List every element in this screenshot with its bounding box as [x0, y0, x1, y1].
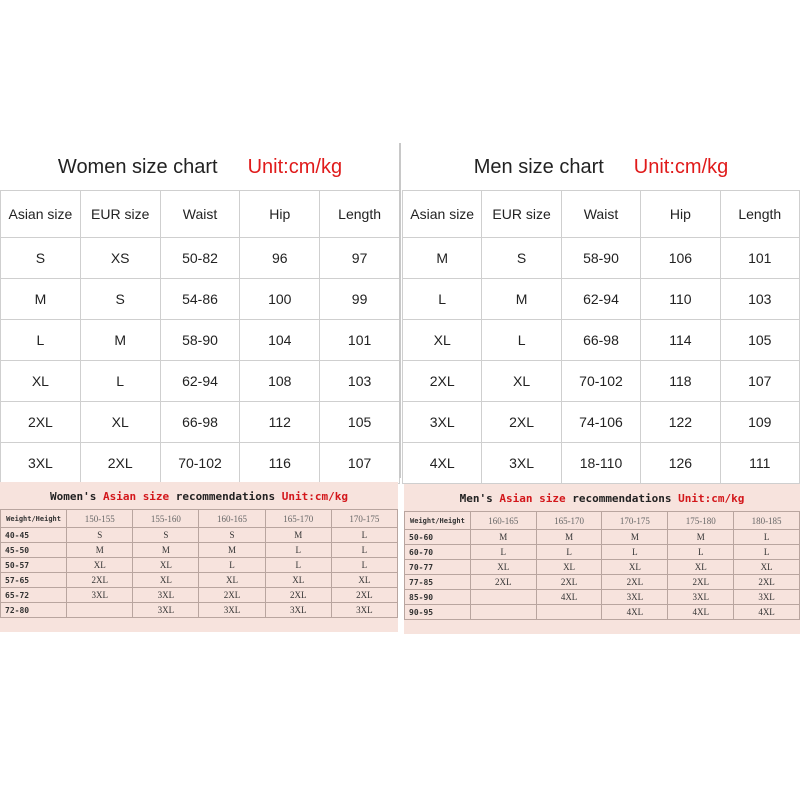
header-cell: Waist [160, 191, 240, 238]
rec-cell: L [734, 530, 800, 545]
table-cell: S [1, 238, 81, 279]
rec-cell: M [536, 530, 602, 545]
rec-cell: 2XL [734, 575, 800, 590]
table-cell: M [403, 238, 482, 279]
table-cell: 126 [641, 443, 720, 484]
table-cell: 50-82 [160, 238, 240, 279]
women-recommendation-panel [0, 482, 398, 632]
rec-row [405, 560, 800, 575]
weight-cell: 72-80 [1, 603, 67, 618]
rec-cell: 2XL [602, 575, 668, 590]
rec-cell: M [668, 530, 734, 545]
rec-row [405, 605, 800, 620]
table-cell: XL [1, 361, 81, 402]
rec-cell: 3XL [67, 588, 133, 603]
rec-title-unit: Unit:cm/kg [281, 490, 349, 503]
rec-row [1, 558, 398, 573]
men-rec-title [404, 484, 800, 511]
table-cell: 66-98 [160, 402, 240, 443]
height-header-cell: 170-175 [602, 512, 668, 530]
rec-cell: 2XL [536, 575, 602, 590]
men-rec-table [404, 511, 800, 620]
rec-cell: L [536, 545, 602, 560]
header-cell: Length [720, 191, 799, 238]
table-cell: 2XL [403, 361, 482, 402]
rec-cell: 2XL [265, 588, 331, 603]
rec-row [405, 590, 800, 605]
table-cell: 2XL [482, 402, 561, 443]
women-rec-title [0, 482, 398, 509]
table-row [1, 443, 400, 484]
women-rec-table [0, 509, 398, 618]
header-cell: Hip [641, 191, 720, 238]
table-cell: 74-106 [561, 402, 640, 443]
table-row [1, 279, 400, 320]
rec-cell: M [199, 543, 265, 558]
table-cell: 97 [320, 238, 400, 279]
table-cell: L [1, 320, 81, 361]
table-cell: S [80, 279, 160, 320]
table-cell: M [80, 320, 160, 361]
table-row [1, 402, 400, 443]
rec-cell: XL [265, 573, 331, 588]
table-cell: S [482, 238, 561, 279]
rec-cell: XL [536, 560, 602, 575]
table-cell: 106 [641, 238, 720, 279]
rec-row [1, 603, 398, 618]
table-cell: 66-98 [561, 320, 640, 361]
rec-cell: 3XL [734, 590, 800, 605]
rec-row [1, 588, 398, 603]
header-cell: Asian size [403, 191, 482, 238]
rec-cell: 3XL [199, 603, 265, 618]
rec-row [1, 543, 398, 558]
women-size-chart [0, 145, 400, 484]
table-cell: 105 [320, 402, 400, 443]
table-cell: 62-94 [160, 361, 240, 402]
women-size-table [0, 190, 400, 484]
rec-cell: M [133, 543, 199, 558]
rec-row [405, 575, 800, 590]
table-cell: 114 [641, 320, 720, 361]
table-cell: 103 [320, 361, 400, 402]
men-title-row [402, 145, 800, 190]
height-header-cell: 150-155 [67, 510, 133, 528]
table-cell: 118 [641, 361, 720, 402]
table-cell: 101 [720, 238, 799, 279]
women-chart-unit: Unit:cm/kg [247, 156, 343, 178]
table-row [403, 361, 800, 402]
table-row [1, 361, 400, 402]
table-cell: 116 [240, 443, 320, 484]
table-row [403, 279, 800, 320]
rec-cell: 4XL [602, 605, 668, 620]
table-cell: 103 [720, 279, 799, 320]
table-row [403, 402, 800, 443]
table-cell: 96 [240, 238, 320, 279]
header-cell: Hip [240, 191, 320, 238]
table-cell: 2XL [80, 443, 160, 484]
rec-title-suffix: recommendations [169, 490, 282, 503]
table-cell: 70-102 [561, 361, 640, 402]
weight-cell: 70-77 [405, 560, 471, 575]
header-cell: EUR size [80, 191, 160, 238]
rec-cell: 3XL [602, 590, 668, 605]
rec-cell: 2XL [470, 575, 536, 590]
weight-cell: 40-45 [1, 528, 67, 543]
height-header-cell: 160-165 [470, 512, 536, 530]
height-header-cell: 160-165 [199, 510, 265, 528]
table-cell: L [403, 279, 482, 320]
table-cell: 122 [641, 402, 720, 443]
table-row [1, 320, 400, 361]
rec-cell: 4XL [668, 605, 734, 620]
rec-cell: L [331, 528, 397, 543]
rec-cell: L [470, 545, 536, 560]
rec-cell: XL [470, 560, 536, 575]
rec-row [1, 573, 398, 588]
table-cell: 3XL [403, 402, 482, 443]
rec-cell: M [602, 530, 668, 545]
rec-cell: M [470, 530, 536, 545]
header-cell: Waist [561, 191, 640, 238]
weight-cell: 50-57 [1, 558, 67, 573]
rec-cell: XL [133, 573, 199, 588]
table-row [403, 443, 800, 484]
table-cell: 104 [240, 320, 320, 361]
table-cell: XL [482, 361, 561, 402]
rec-header-row [1, 510, 398, 528]
table-header-row [403, 191, 800, 238]
table-cell: M [1, 279, 81, 320]
rec-title-highlight: Asian size [499, 492, 566, 505]
height-header-cell: 165-170 [536, 512, 602, 530]
rec-cell: L [734, 545, 800, 560]
rec-cell: L [265, 558, 331, 573]
weight-cell: 85-90 [405, 590, 471, 605]
table-cell: 112 [240, 402, 320, 443]
rec-cell: S [67, 528, 133, 543]
table-cell: 111 [720, 443, 799, 484]
weight-cell: 60-70 [405, 545, 471, 560]
table-header-row [1, 191, 400, 238]
men-size-chart [402, 145, 800, 484]
rec-cell: L [602, 545, 668, 560]
rec-cell: 4XL [536, 590, 602, 605]
table-cell: 99 [320, 279, 400, 320]
table-cell: 62-94 [561, 279, 640, 320]
table-cell: 109 [720, 402, 799, 443]
rec-cell: M [265, 528, 331, 543]
weight-cell: 50-60 [405, 530, 471, 545]
table-cell: 4XL [403, 443, 482, 484]
header-cell: Length [320, 191, 400, 238]
table-cell: L [482, 320, 561, 361]
height-header-cell: 170-175 [331, 510, 397, 528]
corner-cell: Weight/Height [1, 510, 67, 528]
rec-cell: 4XL [734, 605, 800, 620]
rec-cell: M [67, 543, 133, 558]
height-header-cell: 175-180 [668, 512, 734, 530]
table-cell: 107 [720, 361, 799, 402]
rec-cell: L [199, 558, 265, 573]
women-title-row [0, 145, 400, 190]
table-cell: 70-102 [160, 443, 240, 484]
table-cell: 100 [240, 279, 320, 320]
men-size-table [402, 190, 800, 484]
rec-cell [470, 590, 536, 605]
table-row [403, 320, 800, 361]
table-cell: 54-86 [160, 279, 240, 320]
weight-cell: 45-50 [1, 543, 67, 558]
rec-cell: XL [331, 573, 397, 588]
rec-cell: XL [602, 560, 668, 575]
rec-cell: XL [67, 558, 133, 573]
rec-cell: 2XL [199, 588, 265, 603]
rec-cell: S [133, 528, 199, 543]
rec-title-suffix: recommendations [565, 492, 679, 505]
rec-row [405, 530, 800, 545]
table-cell: XS [80, 238, 160, 279]
rec-cell: S [199, 528, 265, 543]
rec-cell: XL [668, 560, 734, 575]
table-cell: 2XL [1, 402, 81, 443]
table-cell: 110 [641, 279, 720, 320]
men-chart-unit: Unit:cm/kg [633, 156, 729, 178]
rec-cell [67, 603, 133, 618]
table-cell: 101 [320, 320, 400, 361]
rec-title-prefix: Men's [459, 492, 500, 505]
table-cell: 105 [720, 320, 799, 361]
rec-title-unit: Unit:cm/kg [678, 492, 745, 505]
rec-cell: 2XL [668, 575, 734, 590]
table-cell: 18-110 [561, 443, 640, 484]
table-cell: 58-90 [561, 238, 640, 279]
height-header-cell: 180-185 [734, 512, 800, 530]
rec-cell: 3XL [265, 603, 331, 618]
table-cell: 108 [240, 361, 320, 402]
table-cell: L [80, 361, 160, 402]
rec-cell: XL [734, 560, 800, 575]
rec-cell: XL [199, 573, 265, 588]
weight-cell: 90-95 [405, 605, 471, 620]
rec-cell: L [331, 543, 397, 558]
rec-cell: 2XL [67, 573, 133, 588]
men-recommendation-panel [404, 484, 800, 634]
table-cell: 58-90 [160, 320, 240, 361]
table-cell: M [482, 279, 561, 320]
rec-cell: 3XL [133, 588, 199, 603]
header-cell: EUR size [482, 191, 561, 238]
height-header-cell: 165-170 [265, 510, 331, 528]
corner-cell: Weight/Height [405, 512, 471, 530]
vertical-divider [399, 143, 401, 478]
weight-cell: 57-65 [1, 573, 67, 588]
table-cell: XL [80, 402, 160, 443]
header-cell: Asian size [1, 191, 81, 238]
rec-row [1, 528, 398, 543]
rec-title-prefix: Women's [49, 490, 103, 503]
rec-row [405, 545, 800, 560]
rec-title-highlight: Asian size [102, 490, 170, 503]
rec-cell: L [668, 545, 734, 560]
table-row [403, 238, 800, 279]
weight-cell: 65-72 [1, 588, 67, 603]
men-chart-title: Men size chart [473, 156, 604, 178]
rec-cell: XL [133, 558, 199, 573]
rec-cell: 3XL [331, 603, 397, 618]
rec-cell: L [331, 558, 397, 573]
table-row [1, 238, 400, 279]
weight-cell: 77-85 [405, 575, 471, 590]
rec-cell: 2XL [331, 588, 397, 603]
rec-cell [470, 605, 536, 620]
height-header-cell: 155-160 [133, 510, 199, 528]
rec-cell: L [265, 543, 331, 558]
table-cell: XL [403, 320, 482, 361]
rec-cell: 3XL [133, 603, 199, 618]
table-cell: 107 [320, 443, 400, 484]
women-chart-title: Women size chart [57, 156, 218, 178]
table-cell: 3XL [1, 443, 81, 484]
rec-cell [536, 605, 602, 620]
table-cell: 3XL [482, 443, 561, 484]
rec-header-row [405, 512, 800, 530]
rec-cell: 3XL [668, 590, 734, 605]
